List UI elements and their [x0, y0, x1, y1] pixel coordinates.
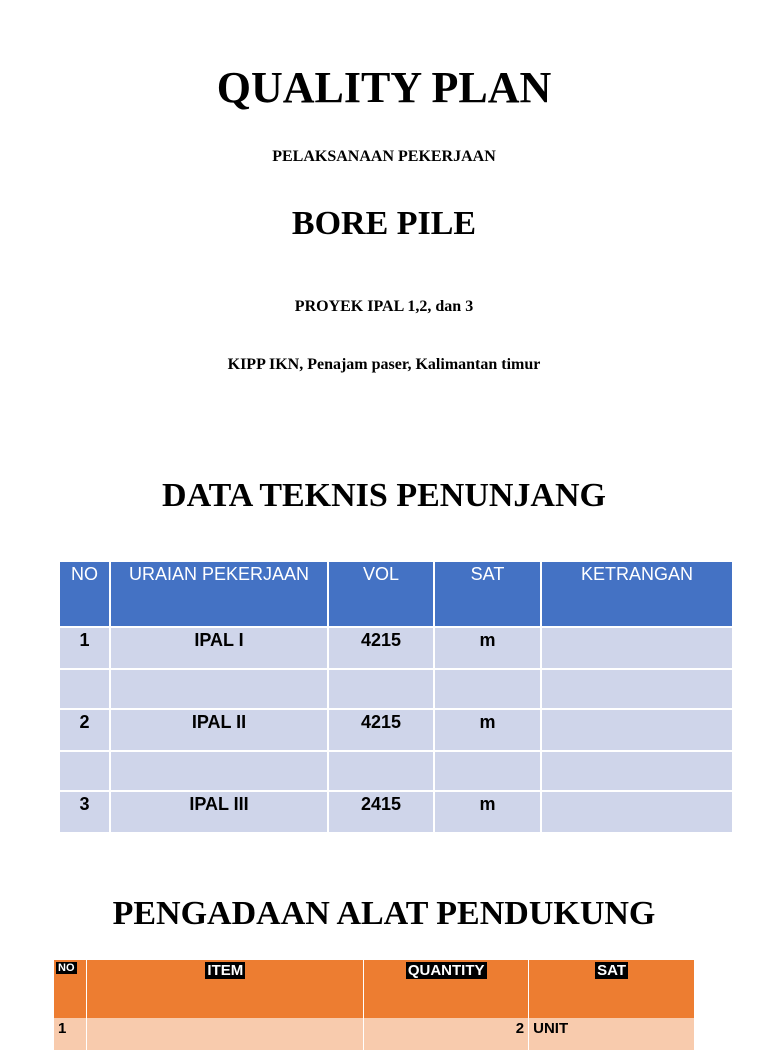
document-title: QUALITY PLAN [216, 63, 552, 112]
table-cell: 1 [54, 1018, 87, 1050]
table-cell: 2 [364, 1018, 529, 1050]
project-name: PROYEK IPAL 1,2, dan 3 [294, 298, 474, 315]
table-cell: IPAL II [110, 709, 328, 751]
column-header-no: NO [60, 562, 110, 627]
equipment-table [54, 960, 695, 1050]
table-cell: IPAL I [110, 627, 328, 669]
table-cell: 2415 [328, 791, 434, 833]
table-cell [328, 669, 434, 709]
project-location: KIPP IKN, Penajam paser, Kalimantan timur [227, 356, 541, 373]
column-header-unit: SAT [434, 562, 541, 627]
table-cell [60, 669, 110, 709]
column-header-unit-label: SAT [597, 962, 626, 979]
document-subtitle: PELAKSANAAN PEKERJAAN [272, 148, 496, 165]
table-row [54, 1018, 695, 1050]
table-cell: 4215 [328, 709, 434, 751]
section-title-equipment: PENGADAAN ALAT PENDUKUNG [112, 895, 656, 932]
table-row [60, 669, 732, 709]
table-row [60, 709, 732, 751]
table-cell [110, 751, 328, 791]
table-cell [110, 669, 328, 709]
table-cell: 1 [60, 627, 110, 669]
table-cell: IPAL III [110, 791, 328, 833]
column-header-description: URAIAN PEKERJAAN [110, 562, 328, 627]
table-row [60, 751, 732, 791]
table-row [60, 791, 732, 833]
table-header-row [54, 960, 695, 1018]
table-cell [87, 1018, 364, 1050]
column-header-quantity-label: QUANTITY [407, 962, 485, 979]
table-cell: m [434, 791, 541, 833]
table-cell [60, 751, 110, 791]
table-cell [541, 627, 732, 669]
table-cell [328, 751, 434, 791]
table-cell: 4215 [328, 627, 434, 669]
table-cell [434, 751, 541, 791]
column-header-item-label: ITEM [207, 962, 244, 979]
table-cell: m [434, 627, 541, 669]
column-header-no [54, 960, 87, 1018]
column-header-quantity [364, 960, 529, 1018]
table-header-row [60, 562, 732, 627]
table-cell [541, 669, 732, 709]
table-cell [541, 751, 732, 791]
table-cell [541, 791, 732, 833]
table-row [60, 627, 732, 669]
work-heading: BORE PILE [291, 205, 477, 242]
table-cell [434, 669, 541, 709]
section-title-technical-data: DATA TEKNIS PENUNJANG [162, 477, 606, 514]
table-cell: UNIT [529, 1018, 695, 1050]
table-cell: 3 [60, 791, 110, 833]
column-header-item [87, 960, 364, 1018]
column-header-volume: VOL [328, 562, 434, 627]
table-cell: m [434, 709, 541, 751]
column-header-unit [529, 960, 695, 1018]
column-header-no-label: NO [58, 962, 75, 974]
table-cell: 2 [60, 709, 110, 751]
technical-data-table [60, 562, 732, 834]
column-header-remarks: KETRANGAN [541, 562, 732, 627]
table-cell [541, 709, 732, 751]
